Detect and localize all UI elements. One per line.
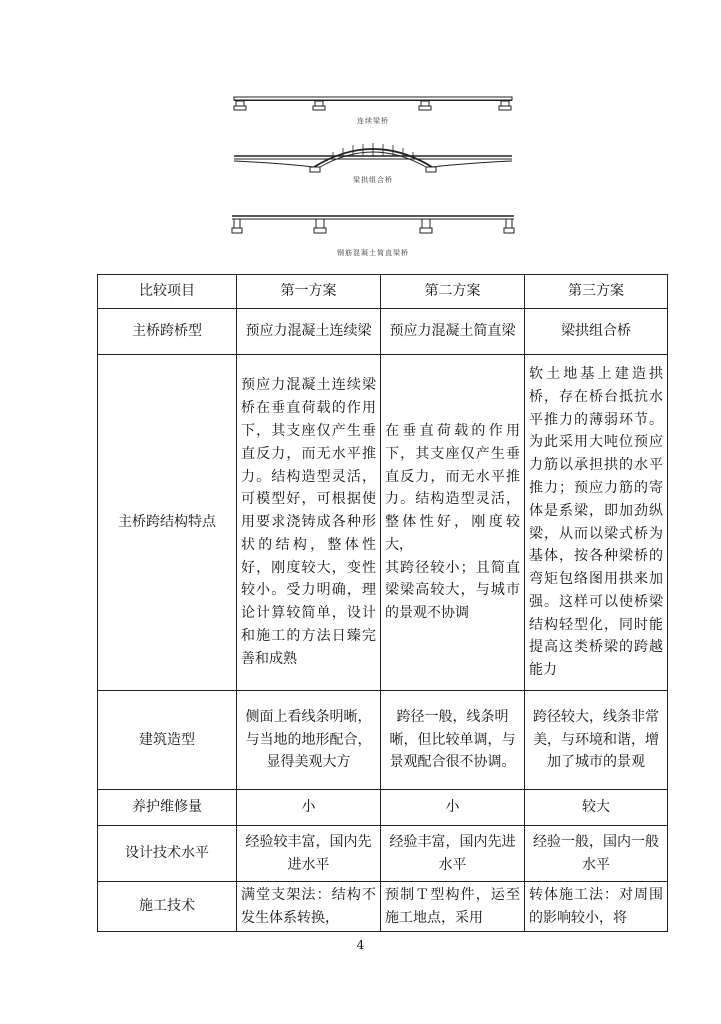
row-label: 主桥跨桥型 bbox=[98, 309, 237, 355]
table-header-row bbox=[98, 275, 668, 309]
cell-plan-two: 预制Ｔ型构件，运至施工地点，采用 bbox=[381, 882, 525, 932]
comparison-table bbox=[97, 274, 668, 932]
cell-plan-three: 跨径较大，线条非常美，与环境和谐，增加了城市的景观 bbox=[525, 691, 668, 790]
diagram-caption: 连续梁桥 bbox=[357, 117, 389, 125]
table-row bbox=[98, 826, 668, 882]
diagram-caption: 钢筋混凝土简直梁桥 bbox=[337, 249, 409, 257]
cell-plan-three: 软土地基上建造拱桥，存在桥台抵抗水平推力的薄弱环节。为此采用大吨位预应力筋以承担拱的水平推力；预应力筋的寄体是系梁，即加劲纵梁，从而以梁式桥为基体，按各种梁桥的弯矩包络图用拱来加强。这样可以使桥梁结构轻型化，同时能提高这类桥梁的跨越能力 bbox=[525, 355, 668, 691]
cell-plan-three: 转体施工法：对周围的影响较小，将 bbox=[525, 882, 668, 932]
cell-plan-two: 预应力混凝土简直梁 bbox=[381, 309, 525, 355]
cell-plan-one: 预应力混凝土连续梁 bbox=[237, 309, 381, 355]
row-label: 建筑造型 bbox=[98, 691, 237, 790]
cell-plan-one: 满堂支架法：结构不发生体系转换， bbox=[237, 882, 381, 932]
cell-plan-two: 小 bbox=[381, 790, 525, 826]
beam-arch-bridge-diagram bbox=[228, 139, 518, 189]
cell-plan-two: 跨径一般，线条明晰，但比较单调，与景观配合很不协调。 bbox=[381, 691, 525, 790]
row-label: 施工技术 bbox=[98, 882, 237, 932]
cell-plan-one: 侧面上看线条明晰，与当地的地形配合，显得美观大方 bbox=[237, 691, 381, 790]
row-label: 主桥跨结构特点 bbox=[98, 355, 237, 691]
cell-plan-one: 经验较丰富，国内先进水平 bbox=[237, 826, 381, 882]
page-number: 4 bbox=[356, 938, 365, 952]
cell-plan-two: 经验丰富，国内先进水平 bbox=[381, 826, 525, 882]
cell-plan-one: 预应力混凝土连续梁桥在垂直荷载的作用下，其支座仅产生垂直反力，而无水平推力。结构造型灵活，可模型好，可根据使用要求浇铸成各种形状的结构，整体性好，刚度较大，变性较小。受力明确，理论计算较简单，设计和施工的方法日臻完善和成熟 bbox=[237, 355, 381, 691]
header-plan-one: 第一方案 bbox=[237, 275, 381, 309]
diagram-caption: 梁拱组合桥 bbox=[353, 176, 393, 184]
header-plan-two: 第二方案 bbox=[381, 275, 525, 309]
continuous-beam-bridge-drawing bbox=[228, 92, 518, 114]
simply-supported-bridge-drawing bbox=[228, 212, 518, 240]
table-row bbox=[98, 790, 668, 826]
beam-arch-bridge-drawing bbox=[228, 139, 518, 173]
table-row bbox=[98, 882, 668, 932]
table-row bbox=[98, 309, 668, 355]
table-row bbox=[98, 691, 668, 790]
header-plan-three: 第三方案 bbox=[525, 275, 668, 309]
table-row bbox=[98, 355, 668, 691]
simply-supported-bridge-diagram bbox=[228, 212, 518, 262]
row-label: 养护维修量 bbox=[98, 790, 237, 826]
cell-plan-one: 小 bbox=[237, 790, 381, 826]
cell-plan-three: 较大 bbox=[525, 790, 668, 826]
cell-plan-two: 在垂直荷载的作用下，其支座仅产生垂直反力，而无水平推力。结构造型灵活，整体性好，刚度较大， 其跨径较小；且简直梁梁高较大，与城市的景观不协调 bbox=[381, 355, 525, 691]
cell-plan-three: 梁拱组合桥 bbox=[525, 309, 668, 355]
row-label: 设计技术水平 bbox=[98, 826, 237, 882]
cell-plan-three: 经验一般，国内一般水平 bbox=[525, 826, 668, 882]
header-comparison-item: 比较项目 bbox=[98, 275, 237, 309]
continuous-beam-bridge-diagram bbox=[228, 92, 518, 132]
